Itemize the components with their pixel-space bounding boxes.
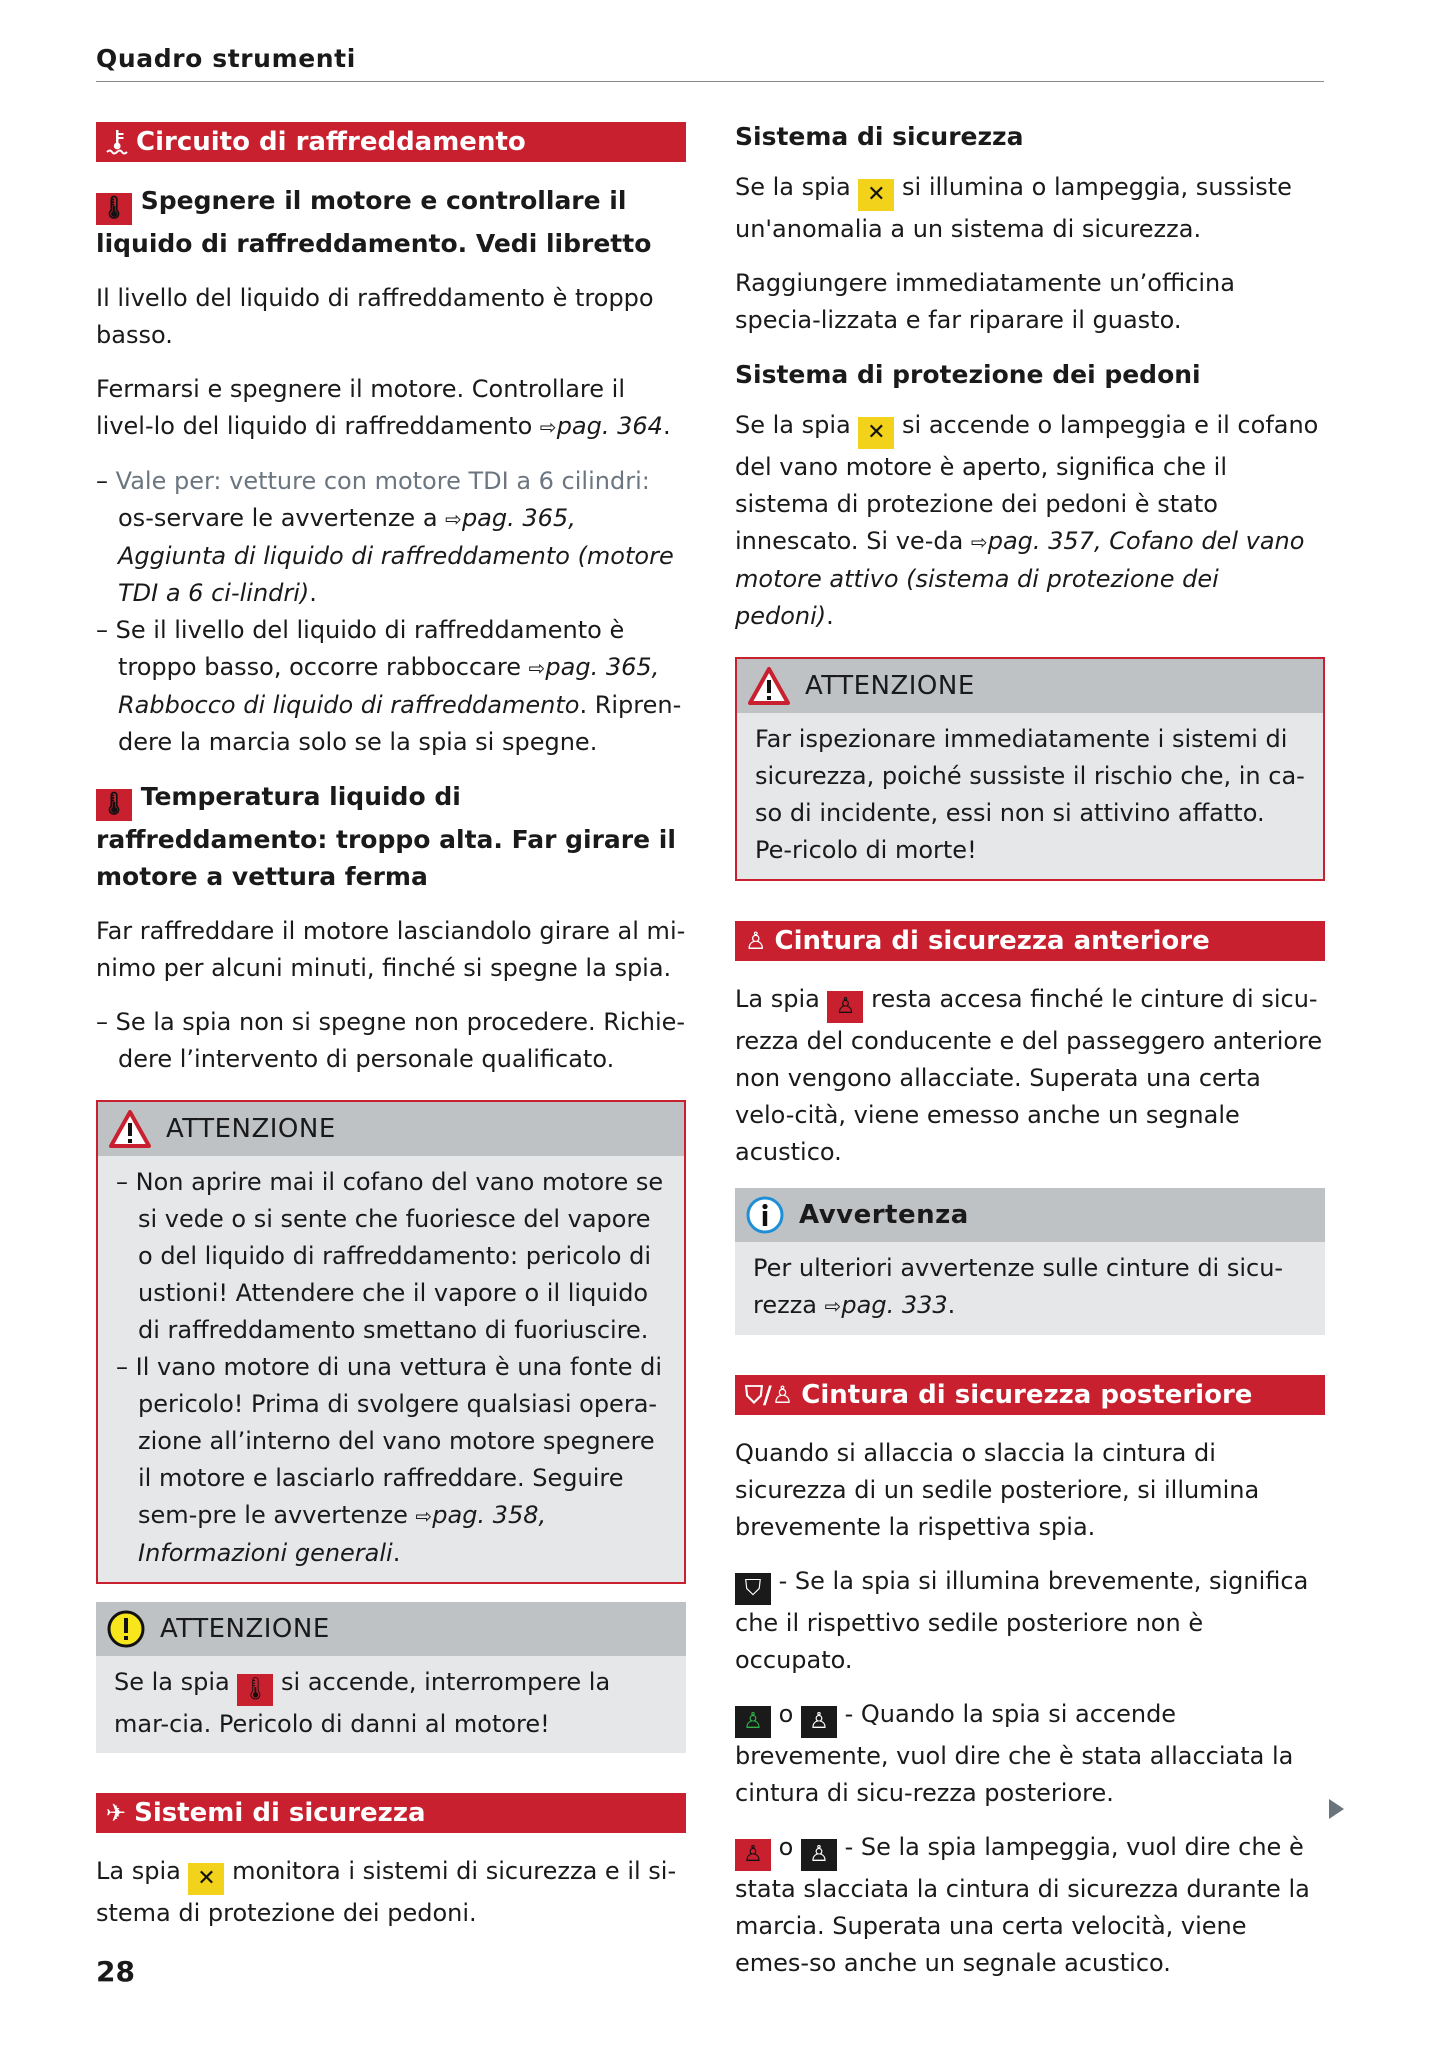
left-column <box>96 122 686 1949</box>
caution-box-header <box>96 1602 686 1656</box>
page-number: 28 <box>96 1955 135 1988</box>
airbag-icon: ✈ <box>106 1799 127 1827</box>
caution-box-title: ATTENZIONE <box>160 1614 330 1644</box>
list-item: – Non aprire mai il cofano del vano motore se si vede o si sente che fuoriesce del vapore o del liquido di raffreddamento: pericolo di ustioni! Attendere che il vapore o il liquido di raffreddamento smettano di fuoriuscire. <box>116 1168 664 1344</box>
next-page-arrow-icon[interactable] <box>1329 1799 1344 1819</box>
rear-seatbelt-paragraph-3: ♙ o ♙ - Quando la spia si accende brevemente, vuol dire che è stata allacciata la cintura di sicu-rezza posteriore. <box>735 1700 1294 1807</box>
front-seatbelt-paragraph: La spia ♙ resta accesa finché le cinture di sicu-rezza del conducente e del passeggero anteriore non vengono allacciate. Superata una certa velo-cità, viene emesso anche un segnale acustico. <box>735 985 1323 1166</box>
cooling-message-2: 🌡 Temperatura liquido di raffreddamento: troppo alta. Far girare il motore a vettura ferma <box>96 782 676 891</box>
section-title: Cintura di sicurezza anteriore <box>774 926 1210 956</box>
caution-box-body: Se la spia 🌡 si accende, interrompere la mar-cia. Pericolo di danni al motore! <box>96 1656 686 1753</box>
cooling-list-2 <box>96 1004 686 1078</box>
info-circle-icon <box>745 1195 785 1235</box>
warning-box <box>96 1100 686 1584</box>
caution-box <box>96 1602 686 1753</box>
airbag-warning-light-icon: ✕ <box>188 1863 224 1895</box>
rear-seatbelt-paragraph-2: ⛉ - Se la spia si illumina brevemente, significa che il rispettivo sedile posteriore non è occupato. <box>735 1567 1309 1674</box>
coolant-warning-light-icon: 🌡 <box>237 1674 273 1706</box>
coolant-warning-light-icon: 🌡 <box>96 193 132 225</box>
safety-system-paragraph-1: Se la spia ✕ si illumina o lampeggia, sussiste un'anomalia a un sistema di sicurezza. <box>735 173 1292 243</box>
warning-box-title: ATTENZIONE <box>166 1114 336 1144</box>
cooling-list-1 <box>96 463 686 761</box>
seatbelt-warning-light-icon: ♙ <box>827 991 863 1023</box>
section-title: Cintura di sicurezza posteriore <box>801 1380 1253 1410</box>
seat-and-seatbelt-icon: ⛉/♙ <box>745 1381 794 1409</box>
airbag-warning-light-icon: ✕ <box>858 417 894 449</box>
list-item: – Se la spia non si spegne non procedere. Richie-dere l’intervento di personale qualificato. <box>96 1008 686 1073</box>
warning-box-body <box>98 1156 684 1582</box>
section-cooling-circuit <box>96 122 686 162</box>
warning-triangle-icon <box>108 1109 152 1149</box>
info-box-body: Per ulteriori avvertenze sulle cinture di sicu-rezza ⇨pag. 333. <box>735 1242 1325 1335</box>
reference-arrow-icon: ⇨ <box>528 656 546 680</box>
page-header <box>96 44 1324 82</box>
page-reference-link[interactable]: pag. 364 <box>556 412 663 440</box>
section-safety-systems <box>96 1793 686 1833</box>
right-column <box>735 118 1325 1999</box>
cooling-paragraph-2: Fermarsi e spegnere il motore. Controllare il livel-lo del liquido di raffreddamento ⇨pag. 364. <box>96 375 671 440</box>
exclamation-circle-icon <box>106 1609 146 1649</box>
coolant-warning-light-icon: 🌡 <box>96 789 132 821</box>
seatbelt-unfastened-red-icon: ♙ <box>735 1839 771 1871</box>
list-item: – Vale per: vetture con motore TDI a 6 cilindri: os-servare le avvertenze a ⇨pag. 365, Aggiunta di liquido di raffreddamento (motore TDI a 6 ci-lindri). <box>96 467 674 607</box>
section-front-seatbelt <box>735 921 1325 961</box>
rear-seatbelt-paragraph-4: ♙ o ♙ - Se la spia lampeggia, vuol dire che è stata slacciata la cintura di sicurezza durante la marcia. Superata una certa velocità, viene emes-so anche un segnale acustico. <box>735 1833 1310 1977</box>
reference-arrow-icon: ⇨ <box>415 1504 433 1528</box>
seatbelt-unfastened-white-icon: ♙ <box>801 1839 837 1871</box>
reference-arrow-icon: ⇨ <box>970 530 988 554</box>
rear-seatbelt-paragraph-1: Quando si allaccia o slaccia la cintura di sicurezza di un sedile posteriore, si illumina brevemente la rispettiva spia. <box>735 1439 1260 1541</box>
safety-system-paragraph-2: Raggiungere immediatamente un’officina specia-lizzata e far riparare il guasto. <box>735 269 1235 334</box>
pedestrian-paragraph: Se la spia ✕ si accende o lampeggia e il cofano del vano motore è aperto, significa che il sistema di protezione dei pedoni è stato innescato. Si ve-da ⇨pag. 357, Cofano del vano motore attivo (sistema di protezione dei pedoni). <box>735 411 1319 630</box>
page-reference-link[interactable]: pag. 357, Cofano del vano motore attivo (sistema di protezione dei pedoni) <box>735 527 1305 630</box>
warning-box-title: ATTENZIONE <box>805 671 975 701</box>
heading-pedestrian-protection: Sistema di protezione dei pedoni <box>735 360 1201 389</box>
info-box-header <box>735 1188 1325 1242</box>
page-reference-link[interactable]: pag. 333 <box>841 1291 948 1319</box>
coolant-temperature-icon <box>106 129 128 155</box>
page-reference-link[interactable]: pag. 365, Rabbocco di liquido di raffreddamento <box>118 653 660 719</box>
airbag-warning-light-icon: ✕ <box>858 179 894 211</box>
seatbelt-icon: ♙ <box>745 927 767 955</box>
list-item: – Se il livello del liquido di raffreddamento è troppo basso, occorre rabboccare ⇨pag. 365, Rabbocco di liquido di raffreddamento. Ripren-dere la marcia solo se la spia si spegne. <box>96 616 682 756</box>
reference-arrow-icon: ⇨ <box>445 507 462 531</box>
reference-arrow-icon: ⇨ <box>539 415 557 439</box>
page-title: Quadro strumenti <box>96 44 356 73</box>
page-reference-link[interactable]: pag. 358, Informazioni generali <box>138 1501 547 1567</box>
seatbelt-fastened-green-icon: ♙ <box>735 1706 771 1738</box>
warning-box-body: Far ispezionare immediatamente i sistemi di sicurezza, poiché sussiste il rischio che, in ca-so di incidente, essi non si attivino affatto. Pe-ricolo di morte! <box>737 713 1323 879</box>
section-title: Circuito di raffreddamento <box>136 127 526 157</box>
warning-box-header <box>98 1102 684 1156</box>
seat-unoccupied-light-icon: ⛉ <box>735 1573 771 1605</box>
list-item: – Il vano motore di una vettura è una fonte di pericolo! Prima di svolgere qualsiasi opera-zione all’interno del vano motore spegnere il motore e lasciarlo raffreddare. Seguire sem-pre le avvertenze ⇨pag. 358, Informazioni generali. <box>116 1353 663 1567</box>
info-box <box>735 1188 1325 1335</box>
section-title: Sistemi di sicurezza <box>134 1798 426 1828</box>
reference-arrow-icon: ⇨ <box>824 1294 842 1318</box>
page-reference-link[interactable]: pag. 365, Aggiunta di liquido di raffreddamento (motore TDI a 6 ci-lindri) <box>118 504 674 607</box>
cooling-message-1: 🌡 Spegnere il motore e controllare il liquido di raffreddamento. Vedi libretto <box>96 186 652 258</box>
warning-box-header <box>737 659 1323 713</box>
safety-systems-paragraph: La spia ✕ monitora i sistemi di sicurezza e il si-stema di protezione dei pedoni. <box>96 1857 677 1927</box>
section-rear-seatbelt <box>735 1375 1325 1415</box>
warning-triangle-icon <box>747 666 791 706</box>
seatbelt-fastened-white-icon: ♙ <box>801 1706 837 1738</box>
warning-box <box>735 657 1325 881</box>
info-box-title: Avvertenza <box>799 1200 969 1230</box>
cooling-paragraph-3: Far raffreddare il motore lasciandolo girare al mi-nimo per alcuni minuti, finché si spegne la spia. <box>96 917 686 982</box>
cooling-paragraph-1: Il livello del liquido di raffreddamento è troppo basso. <box>96 284 654 349</box>
heading-safety-system: Sistema di sicurezza <box>735 122 1024 151</box>
